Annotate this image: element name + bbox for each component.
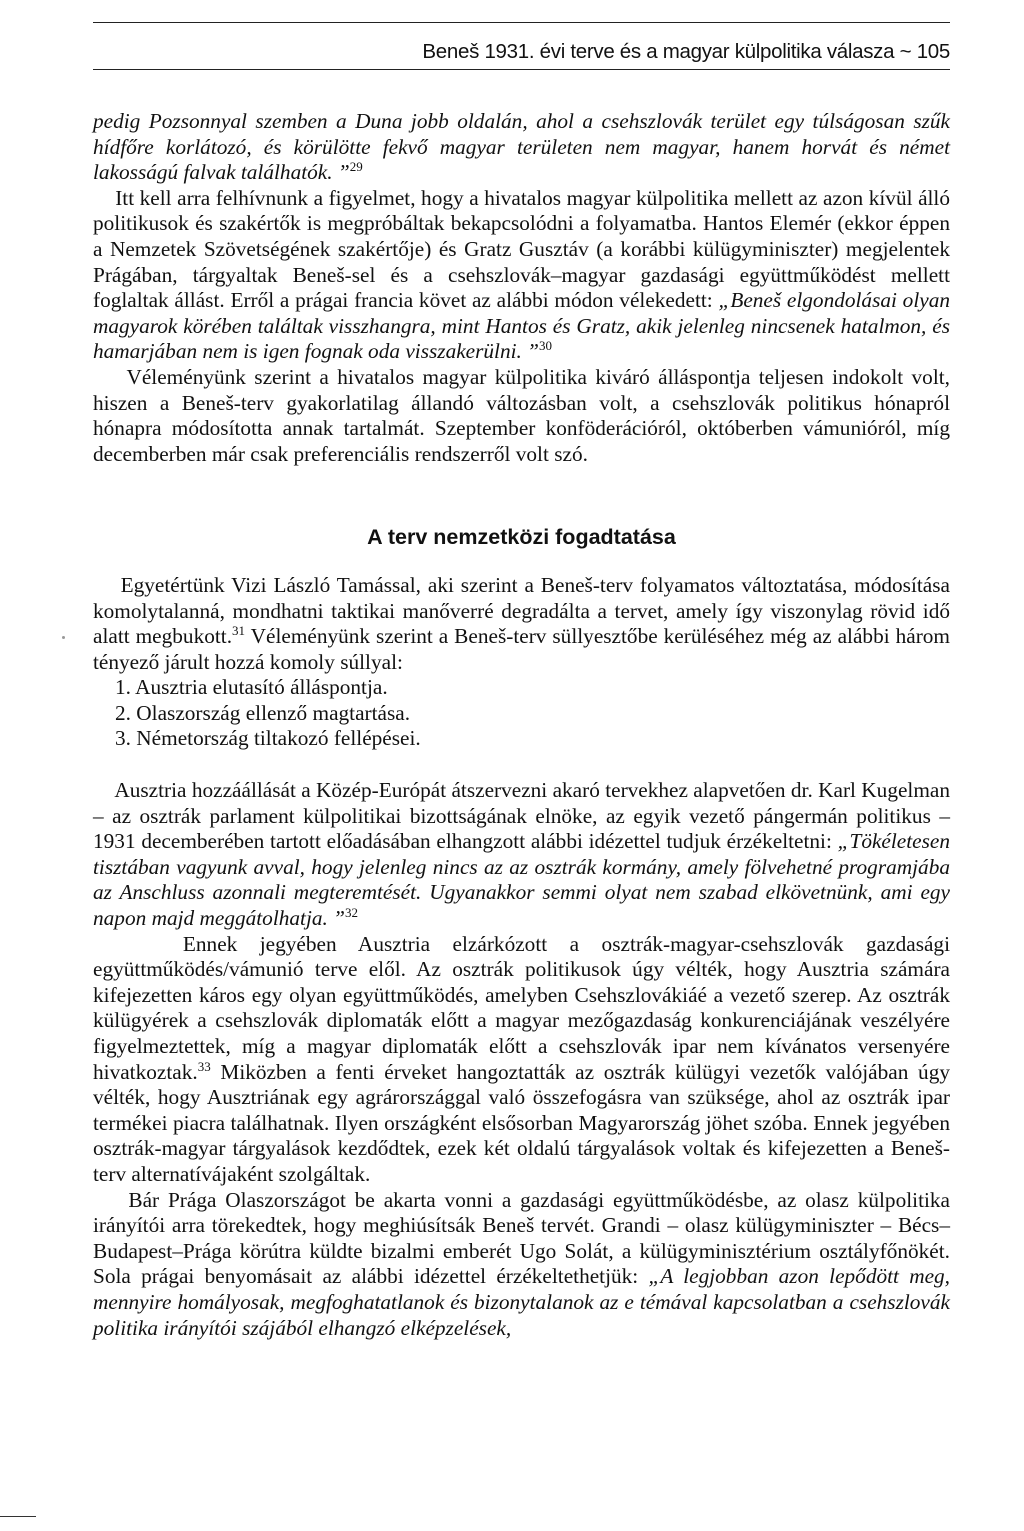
footnote-ref: 29	[349, 159, 363, 175]
quote-text: „Tökéletesen tisztában vagyunk avval, hogy jelenleg nincs az az osztrák kormány, amely fölvehetné programjába az Anschluss azonnali megteremtését. Ugyanakkor semmi olyat nem szabad elkövetnünk, ami egy napon majd meggátolhatja. ”	[93, 829, 950, 931]
paragraph-text: Itt kell arra felhívnunk a figyelmet, hogy a hivatalos magyar külpolitika mellett az azon kívül álló politikusok és szakértők is megpróbáltak bekapcsolódni a folyamatba. Hantos Elemér (ekkor éppen a Nemzetek Szövetségének szakértője) és Gratz Gusztáv (a korábbi külügyminiszter) megjelentek Prágában, tárgyaltak Beneš-sel és a csehszlovák–magyar gazdasági együttműködést mellett foglaltak állást. Erről a prágai francia követ az alábbi módon vélekedett:	[93, 185, 950, 313]
paragraph-text: Egyetértünk Vizi László Tamással, aki szerint a Beneš-terv folyamatos változtatása, módosítása komolytalanná, mondhatni taktikai manőverré degradálta a tervet, amely így viszonylag rövid idő alatt megbukott.	[93, 572, 951, 649]
quote-text: „Beneš elgondolásai olyan magyarok körében találtak visszhangra, mint Hantos és Gratz, akik jelenleg nincsenek hatalmon, és hamarjában nem is igen fognak oda visszakerülni. ”	[93, 288, 950, 364]
scan-speck	[62, 636, 65, 639]
footnote-ref: 33	[197, 1058, 211, 1074]
page-edge-mark	[0, 1516, 36, 1517]
paragraph-text: Ausztria hozzáállását a Közép-Európát átszervezni akaró tervekhez alapvetően dr. Karl Kugelman – az osztrák parlament külpolitikai bizottságának elnöke, az egyik vezető pángermán politikus – 1931 decemberében tartott előadásában elhangzott alábbi idézettel tudjuk érzékeltetni:	[93, 778, 951, 854]
page-body	[93, 109, 950, 1341]
paragraph-text: Miközben a fenti érveket hangoztatták az osztrák külügyi vezetők valójában úgy vélték, hogy Ausztriának egy agrárországgal való összefogásra van szüksége, ahol az osztrák ipar termékei piacra találhatnak. Ilyen országként elsősorban Magyarország jöhet szóba. Ennek jegyében osztrák-magyar tárgyalások kezdődtek, ezek két oldalú tárgyalások voltak és kifejezetten a Beneš-terv alternatívájaként szolgáltak.	[93, 1059, 950, 1186]
quote-text: pedig Pozsonnyal szemben a Duna jobb oldalán, ahol a csehszlovák terület egy túlságosan szűk hídfőre korlátozó, és körülötte fekvő magyar területen nem magyar, hanem horvát és német lakosságú falvak találhatók. ”	[93, 109, 950, 185]
paragraph	[93, 1188, 950, 1342]
factor-list	[93, 675, 950, 752]
paragraph-text: Véleményünk szerint a Beneš-terv süllyesztőbe kerüléséhez még az alábbi három tényező járult hozzá komoly súllyal:	[93, 624, 950, 674]
footnote-ref: 30	[539, 338, 553, 354]
paragraph	[93, 186, 950, 365]
running-header	[93, 22, 950, 70]
list-item: 3. Németország tiltakozó fellépései.	[115, 726, 421, 751]
paragraph	[93, 932, 950, 1188]
list-item: 1. Ausztria elutasító álláspontja.	[115, 675, 388, 700]
paragraph	[93, 778, 950, 932]
paragraph-quote-1	[93, 109, 950, 186]
running-title: Beneš 1931. évi terve és a magyar külpolitika válasza ~ 105	[422, 40, 950, 63]
list-item: 2. Olaszország ellenző magtartása.	[115, 700, 411, 725]
paragraph	[93, 573, 950, 675]
paragraph-text: Véleményünk szerint a hivatalos magyar külpolitika kiváró álláspontja teljesen indokolt volt, hiszen a Beneš-terv gyakorlatilag állandó változásban volt, a csehszlovák politikus hónapról hónapra módosította annak tartalmát. Szeptember konföderációról, októberben vámunióról, míg decemberben már csak preferenciális rendszerről volt szó.	[93, 364, 950, 466]
section-title: A terv nemzetközi fogadtatása	[367, 525, 676, 550]
footnote-ref: 31	[232, 623, 246, 638]
paragraph	[93, 365, 950, 467]
quote-text: „A legjobban azon lepődött meg, mennyire homályosak, megfoghatatlanok és bizonytalanok az e témával kapcsolatban a csehszlovák politika irányítói szájából elhangzó elképzelések,	[93, 1264, 951, 1340]
footnote-ref: 32	[345, 904, 359, 920]
paragraph-text: Bár Prága Olaszországot be akarta vonni a gazdasági együttműködésbe, az olasz külpolitika irányítói arra törekedtek, hogy meghiúsítsák Beneš tervét. Grandi – olasz külügyminiszter – Bécs–Budapest–Prága körútra küldte bizalmi emberét Ugo Solát, a külügyminisztérium osztályfőnökét. Sola prágai benyomásait az alábbi idézettel érzékeltethetjük:	[93, 1187, 951, 1289]
paragraph-text: Ennek jegyében Ausztria elzárkózott a osztrák-magyar-csehszlovák gazdasági együttműködés/vámunió terve elől. Az osztrák politikusok úgy vélték, hogy Ausztria számára kifejezetten káros egy olyan együttműködés, amelyben Csehszlovákiáé a vezető szerep. Az osztrák külügyérek a csehszlovák diplomaták előtt a magyar mezőgazdaság konkurenciájának veszélyére figyelmeztettek, míg a magyar diplomaták előtt a csehszlovák ipar nem kívánatos versenyére hivatkoztak.	[93, 931, 950, 1084]
